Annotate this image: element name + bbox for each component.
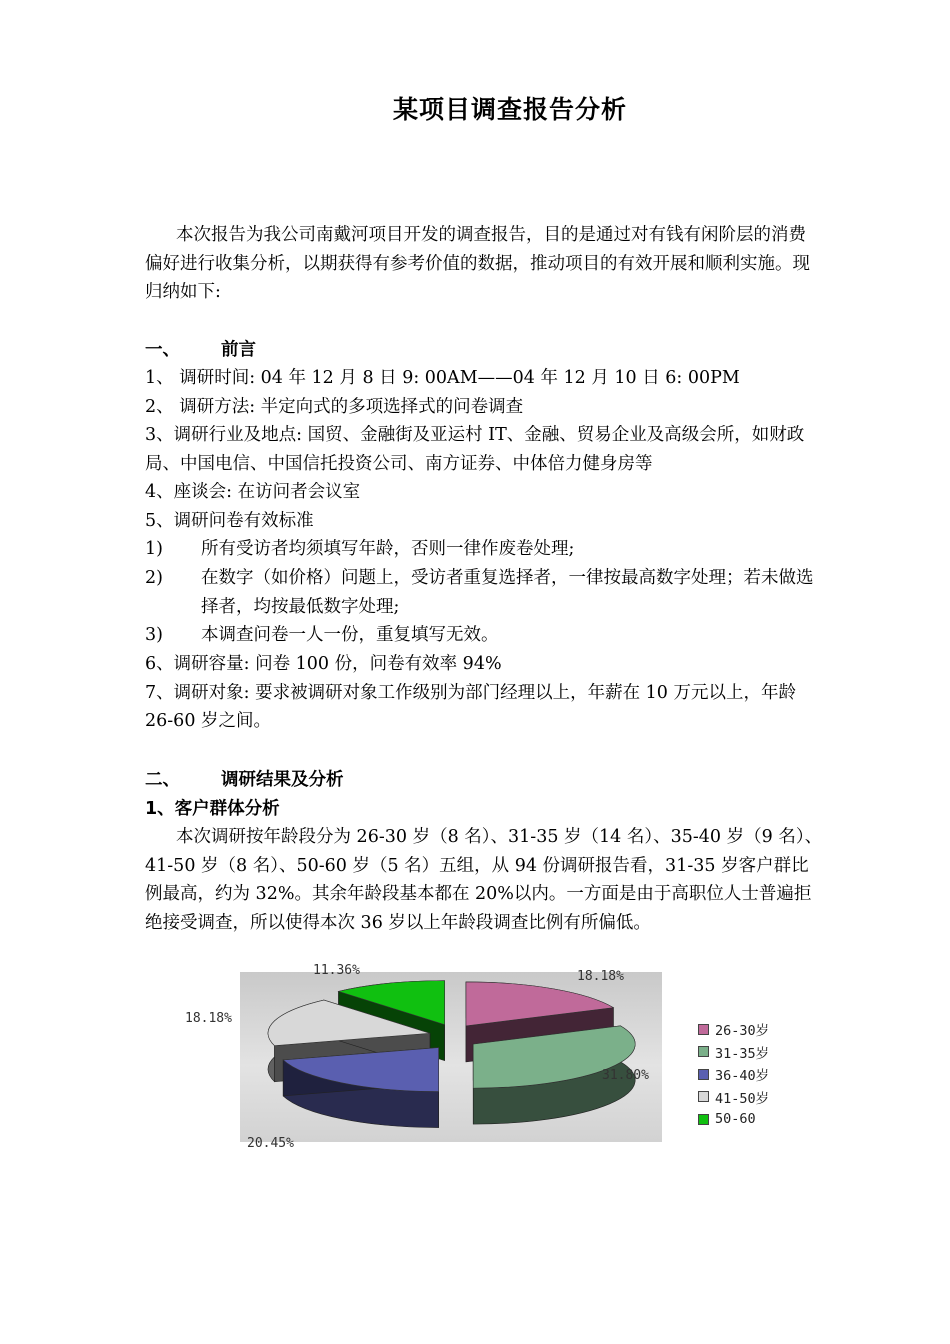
section-2-title: 调研结果及分析 xyxy=(221,770,344,790)
criteria-number: 1) xyxy=(145,539,163,559)
section-2-heading xyxy=(145,766,344,795)
analysis-line-1: 本次调研按年龄段分为 26-30 岁（8 名）、31-35 岁（14 名）、35-40 岁（9 名）、 xyxy=(176,827,823,847)
legend-label: 41-50岁 xyxy=(715,1090,770,1107)
data-label-31-35: 31.80% xyxy=(602,1068,649,1083)
criteria-text: 在数字（如价格）问题上，受访者重复选择者，一律按最高数字处理；若未做选 xyxy=(201,568,814,588)
pie-slice-36-40岁 xyxy=(283,1048,438,1128)
criteria-number: 2) xyxy=(145,568,163,588)
intro-line-3: 归纳如下: xyxy=(145,282,221,302)
legend-item xyxy=(698,1041,769,1064)
subsection-title: 1、客户群体分析 xyxy=(145,798,280,819)
list-item: 局、中国电信、中国信托投资公司、南方证券、中体倍力健身房等 xyxy=(145,453,653,474)
data-label-50-60: 11.36% xyxy=(313,963,360,978)
criteria-text: 所有受访者均须填写年龄，否则一律作废卷处理; xyxy=(201,539,575,559)
legend-swatch xyxy=(698,1114,709,1125)
legend-swatch xyxy=(698,1069,709,1080)
legend-item xyxy=(698,1086,769,1109)
legend-item xyxy=(698,1108,769,1131)
chart-legend xyxy=(698,1018,769,1131)
legend-label: 36-40岁 xyxy=(715,1068,770,1085)
section-1-number: 一、 xyxy=(145,340,180,360)
criteria-text: 本调查问卷一人一份，重复填写无效。 xyxy=(201,625,499,645)
analysis-line-2: 41-50 岁（8 名）、50-60 岁（5 名）五组，从 94 份调研报告看，31-35 岁客户群比 xyxy=(145,855,809,876)
legend-label: 31-35岁 xyxy=(715,1045,770,1062)
section-1-title: 前言 xyxy=(221,340,256,360)
data-label-26-30: 18.18% xyxy=(577,969,624,984)
legend-swatch xyxy=(698,1091,709,1102)
list-item: 26-60 岁之间。 xyxy=(145,711,272,731)
legend-item xyxy=(698,1018,769,1041)
criteria-text-continued: 择者，均按最低数字处理; xyxy=(201,596,400,617)
legend-swatch xyxy=(698,1046,709,1057)
age-group-pie-chart xyxy=(170,955,810,1155)
list-item: 2、 调研方法: 半定向式的多项选择式的问卷调查 xyxy=(145,396,524,417)
list-item: 4、座谈会: 在访问者会议室 xyxy=(145,482,361,502)
data-label-36-40: 20.45% xyxy=(247,1136,294,1151)
data-label-41-50: 18.18% xyxy=(185,1011,232,1026)
list-item: 6、调研容量: 问卷 100 份，问卷有效率 94% xyxy=(145,654,502,674)
section-1-heading xyxy=(145,336,256,365)
legend-swatch xyxy=(698,1024,709,1035)
legend-label: 50-60 xyxy=(715,1111,756,1128)
list-item: 7、调研对象: 要求被调研对象工作级别为部门经理以上，年薪在 10 万元以上，年龄 xyxy=(145,682,796,703)
section-2-number: 二、 xyxy=(145,770,180,790)
legend-label: 26-30岁 xyxy=(715,1023,770,1040)
list-item: 3、调研行业及地点: 国贸、金融街及亚运村 IT、金融、贸易企业及高级会所，如财政 xyxy=(145,425,805,445)
analysis-line-4: 绝接受调查，所以使得本次 36 岁以上年龄段调查比例有所偏低。 xyxy=(145,912,651,933)
intro-line-1: 本次报告为我公司南戴河项目开发的调查报告，目的是通过对有钱有闲阶层的消费 xyxy=(176,225,806,245)
intro-line-2: 偏好进行收集分析，以期获得有参考价值的数据，推动项目的有效开展和顺利实施。现 xyxy=(145,253,810,274)
list-item: 1、 调研时间: 04 年 12 月 8 日 9: 00AM——04 年 12 月 10 日 6: 00PM xyxy=(145,368,740,388)
criteria-number: 3) xyxy=(145,625,163,645)
page-title: 某项目调查报告分析 xyxy=(392,95,627,124)
analysis-line-3: 例最高，约为 32%。其余年龄段基本都在 20%以内。一方面是由于高职位人士普遍拒 xyxy=(145,884,812,904)
legend-item xyxy=(698,1063,769,1086)
list-item: 5、调研问卷有效标准 xyxy=(145,510,314,531)
